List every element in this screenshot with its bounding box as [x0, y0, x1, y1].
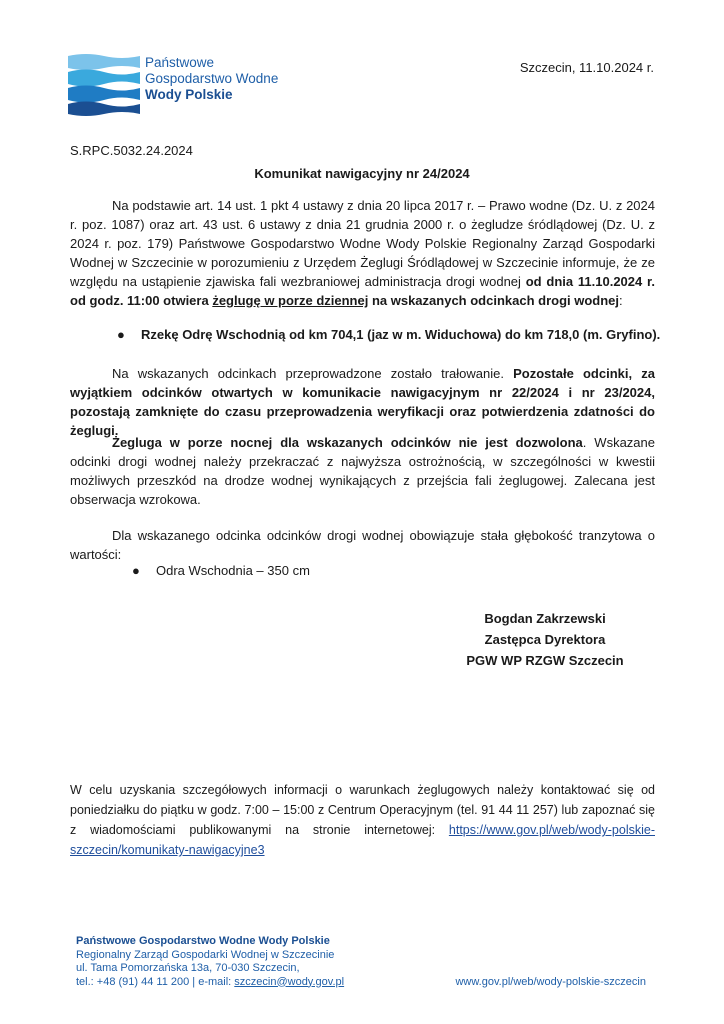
- p2-closed-sections: Pozostałe odcinki, za wyjątkiem odcinków otwartych w komunikacie nawigacyjnym nr 22/2024 i nr 23/2024, pozostają zamknięte do czasu przeprowadzenia weryfikacji oraz potwierdzenia zdatności do żeglugi.: [70, 366, 655, 438]
- bullet-2-text: Odra Wschodnia – 350 cm: [156, 563, 310, 578]
- document-title: Komunikat nawigacyjny nr 24/2024: [254, 166, 470, 181]
- p1-text: Na podstawie art. 14 ust. 1 pkt 4 ustawy z dnia 20 lipca 2017 r. – Prawo wodne (Dz. U. z 2024 r. poz. 1087) oraz art. 43 ust. 6 ustawy z dnia 21 grudnia 2000 r. o żegludze śródlądowej (Dz. U. z 2024 r. poz. 179) Państwowe Gospodarstwo Wodne Wody Polskie Regionalny Zarząd Gospodarki Wodnej w Szczecinie w porozumieniu z Urzędem Żeglugi Śródlądowej w Szczecinie informuje, że ze względu na ustąpienie zjawiska fali wezbraniowej administracja drogi wodnej: [70, 198, 655, 289]
- signatory-name: Bogdan Zakrzewski: [484, 611, 606, 626]
- logo-line-2: Gospodarstwo Wodne: [145, 71, 279, 86]
- p3-text: . Wskazane odcinki drogi wodnej należy przekraczać z najwyższa ostrożnością, w szczególności w kwestii możliwych przeszkód na drodze wodnej wynikających z przejścia fali żeglugowej. Zalecana jest obserwacja wzrokowa.: [70, 435, 655, 507]
- reference-number: S.RPC.5032.24.2024: [70, 143, 193, 158]
- p2-text: Na wskazanych odcinkach przeprowadzone zostało trałowanie.: [112, 366, 514, 381]
- footer-org: Państwowe Gospodarstwo Wodne Wody Polskie: [76, 935, 330, 947]
- info-link[interactable]: https://www.gov.pl/web/wody-polskie-szczecin/komunikaty-nawigacyjne3: [70, 823, 655, 857]
- logo-line-3: Wody Polskie: [145, 87, 233, 102]
- footer-phone: tel.: +48 (91) 44 11 200 | e-mail:: [76, 975, 235, 988]
- paragraph-legal-basis: [70, 196, 655, 310]
- bullet-river-section: [117, 325, 660, 344]
- signatory-org: PGW WP RZGW Szczecin: [466, 653, 624, 668]
- info-text: W celu uzyskania szczegółowych informacji o warunkach żeglugowych należy kontaktować się od poniedziałku do piątku w godz. 7:00 – 15:00 z Centrum Operacyjnym (tel. 91 44 11 257) lub zapoznać się z wiadomościami publikowanymi na stronie internetowej:: [70, 783, 655, 837]
- footer-website[interactable]: www.gov.pl/web/wody-polskie-szczecin: [455, 976, 646, 988]
- logo-line-1: Państwowe: [145, 55, 215, 70]
- contact-info: [70, 780, 655, 860]
- footer: [76, 935, 344, 989]
- paragraph-depth: Dla wskazanego odcinka odcinków drogi wodnej obowiązuje stała głębokość tranzytowa o wartości:: [70, 528, 655, 562]
- p1-colon: :: [619, 293, 623, 308]
- paragraph-trawling: [70, 364, 655, 440]
- bullet-icon: ●: [117, 327, 125, 342]
- bullet-depth: [132, 561, 310, 580]
- bullet-icon: ●: [132, 563, 140, 578]
- signatory-role: Zastępca Dyrektora: [484, 632, 606, 647]
- signature-block: [440, 608, 650, 671]
- document-date: Szczecin, 11.10.2024 r.: [519, 60, 654, 75]
- footer-email[interactable]: szczecin@wody.gov.pl: [234, 975, 345, 988]
- footer-contact: [76, 976, 344, 990]
- logo-wordmark: [145, 55, 278, 103]
- bullet-1-text: Rzekę Odrę Wschodnią od km 704,1 (jaz w m. Widuchowa) do km 718,0 (m. Gryfino).: [141, 327, 661, 342]
- paragraph-night-navigation: [70, 433, 655, 509]
- p1-opening-date: od dnia 11.10.2024 r. od godz. 11:00 otwiera: [70, 274, 655, 308]
- footer-line-2: Regionalny Zarząd Gospodarki Wodnej w Szczecinie: [76, 948, 335, 961]
- p1-daytime-navigation: żeglugę w porze dziennej: [212, 293, 369, 308]
- footer-address: ul. Tama Pomorzańska 13a, 70-030 Szczecin,: [76, 962, 300, 974]
- p1-sections: na wskazanych odcinkach drogi wodnej: [368, 293, 620, 308]
- p3-night-ban: Żegluga w porze nocnej dla wskazanych odcinków nie jest dozwolona: [112, 435, 583, 450]
